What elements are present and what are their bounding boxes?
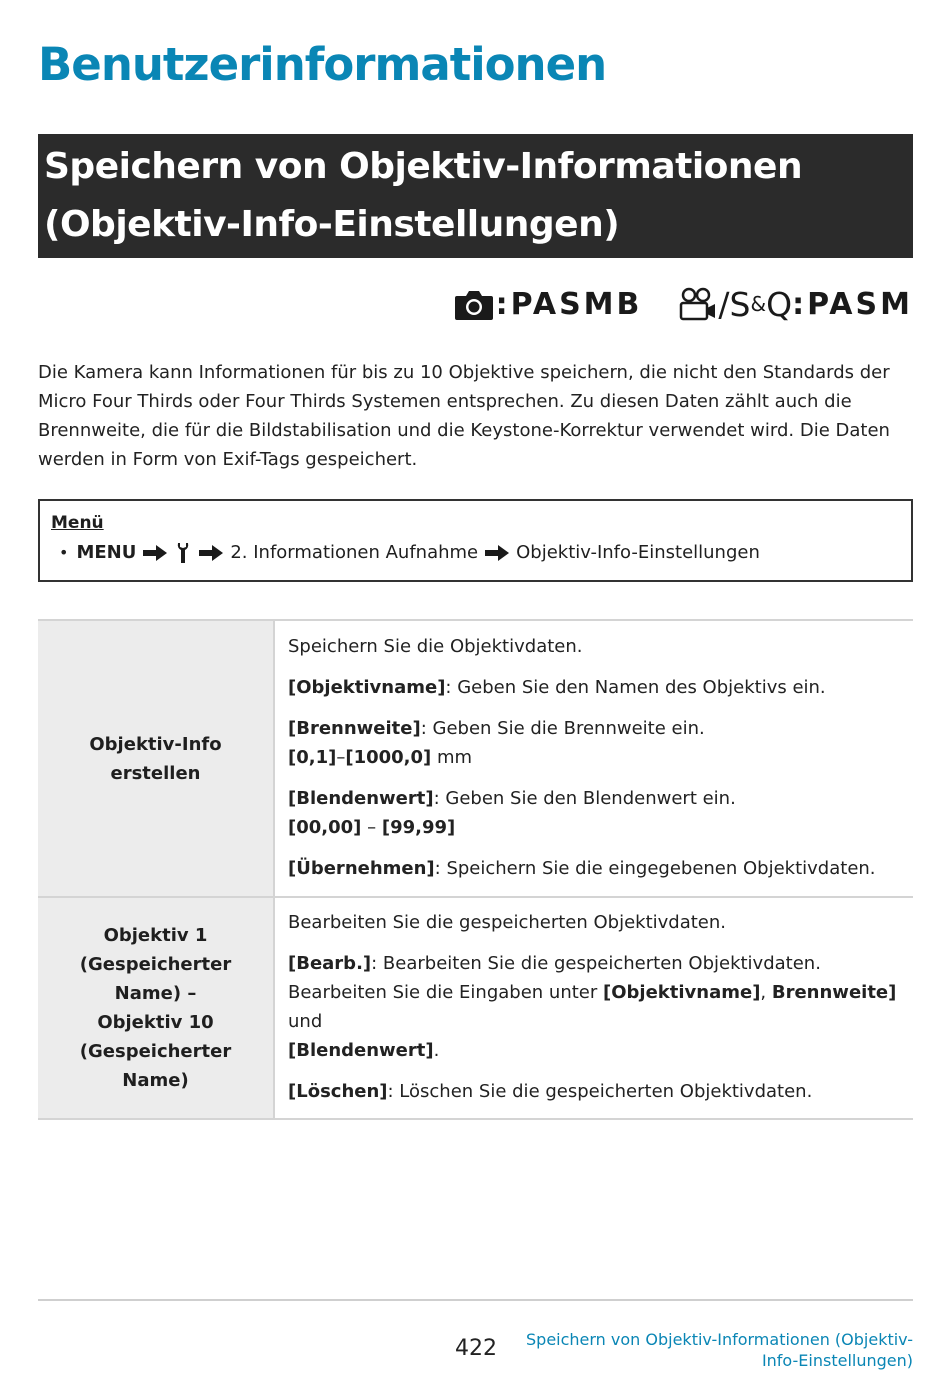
movie-label-q: Q [766,284,793,324]
row-intro: Speichern Sie die Objektivdaten. [288,636,583,657]
focal-length-item: [Brennweite]: Geben Sie die Brennweite ein. [0,1]–[1000,0] mm [288,718,705,768]
menu-path [51,539,911,567]
camera-icon [454,287,494,321]
movie-slash: / [718,284,730,324]
section-title-line1: Speichern von Objektiv-Informationen [44,146,803,187]
movie-modes: PASM [807,286,913,322]
mode-separator-2: : [792,286,808,322]
shooting-modes [454,282,913,326]
menu-root: MENU [76,542,137,563]
table-row [38,897,913,1119]
row-intro: Bearbeiten Sie die gespeicherten Objektivdaten. [288,912,727,933]
row-description [274,897,913,1119]
mode-separator: : [495,286,511,322]
page-number: 422 [455,1336,497,1361]
aperture-item: [Blendenwert]: Geben Sie den Blendenwert ein. [00,00] – [99,99] [288,788,736,838]
menu-step-3: Objektiv-Info-Einstellungen [516,542,760,563]
movie-label-amp: & [750,292,767,316]
edit-item: [Bearb.]: Bearbeiten Sie die gespeicherten Objektivdaten. Bearbeiten Sie die Eingaben unter [Objektivname], Brennweite] und [Blendenwert]. [288,953,897,1061]
lens-name-item: [Objektivname]: Geben Sie den Namen des Objektivs ein. [288,677,826,698]
intro-paragraph: Die Kamera kann Informationen für bis zu 10 Objektive speichern, die nicht den Standards der Micro Four Thirds oder Four Thirds Systemen entsprechen. Zu diesen Daten zählt auch die Brennweite, die für die Bildstabilisation und die Keystone-Korrektur verwendet wird. Die Daten werden in Form von Exif-Tags gespeichert. [38,362,890,470]
photo-modes: PASMB [510,286,643,322]
arrow-right-icon [484,544,510,562]
table-row [38,620,913,897]
chapter-title: Benutzerinformationen [38,38,607,91]
settings-table [38,619,913,1120]
wrench-icon [176,542,190,564]
arrow-right-icon [142,544,168,562]
section-title-line2: (Objektiv-Info-Einstellungen) [44,204,620,245]
bullet: • [59,543,69,562]
row-description [274,620,913,897]
menu-heading: Menü [51,513,104,533]
row-label: Objektiv-Info erstellen [38,620,274,897]
menu-path-box [38,499,913,582]
footer-divider [38,1299,913,1301]
section-title [38,134,913,258]
footer-section-link[interactable]: Speichern von Objektiv-Informationen (Objektiv-Info-Einstellungen) [526,1330,913,1370]
movie-label-s: S [729,284,751,324]
apply-item: [Übernehmen]: Speichern Sie die eingegebenen Objektivdaten. [288,858,876,879]
delete-item: [Löschen]: Löschen Sie die gespeicherten Objektivdaten. [288,1081,813,1102]
arrow-right-icon [198,544,224,562]
row-label: Objektiv 1 (Gespeicherter Name) – Objektiv 10 (Gespeicherter Name) [38,897,274,1119]
menu-step-2: 2. Informationen Aufnahme [230,542,479,563]
movie-camera-icon [678,287,716,321]
